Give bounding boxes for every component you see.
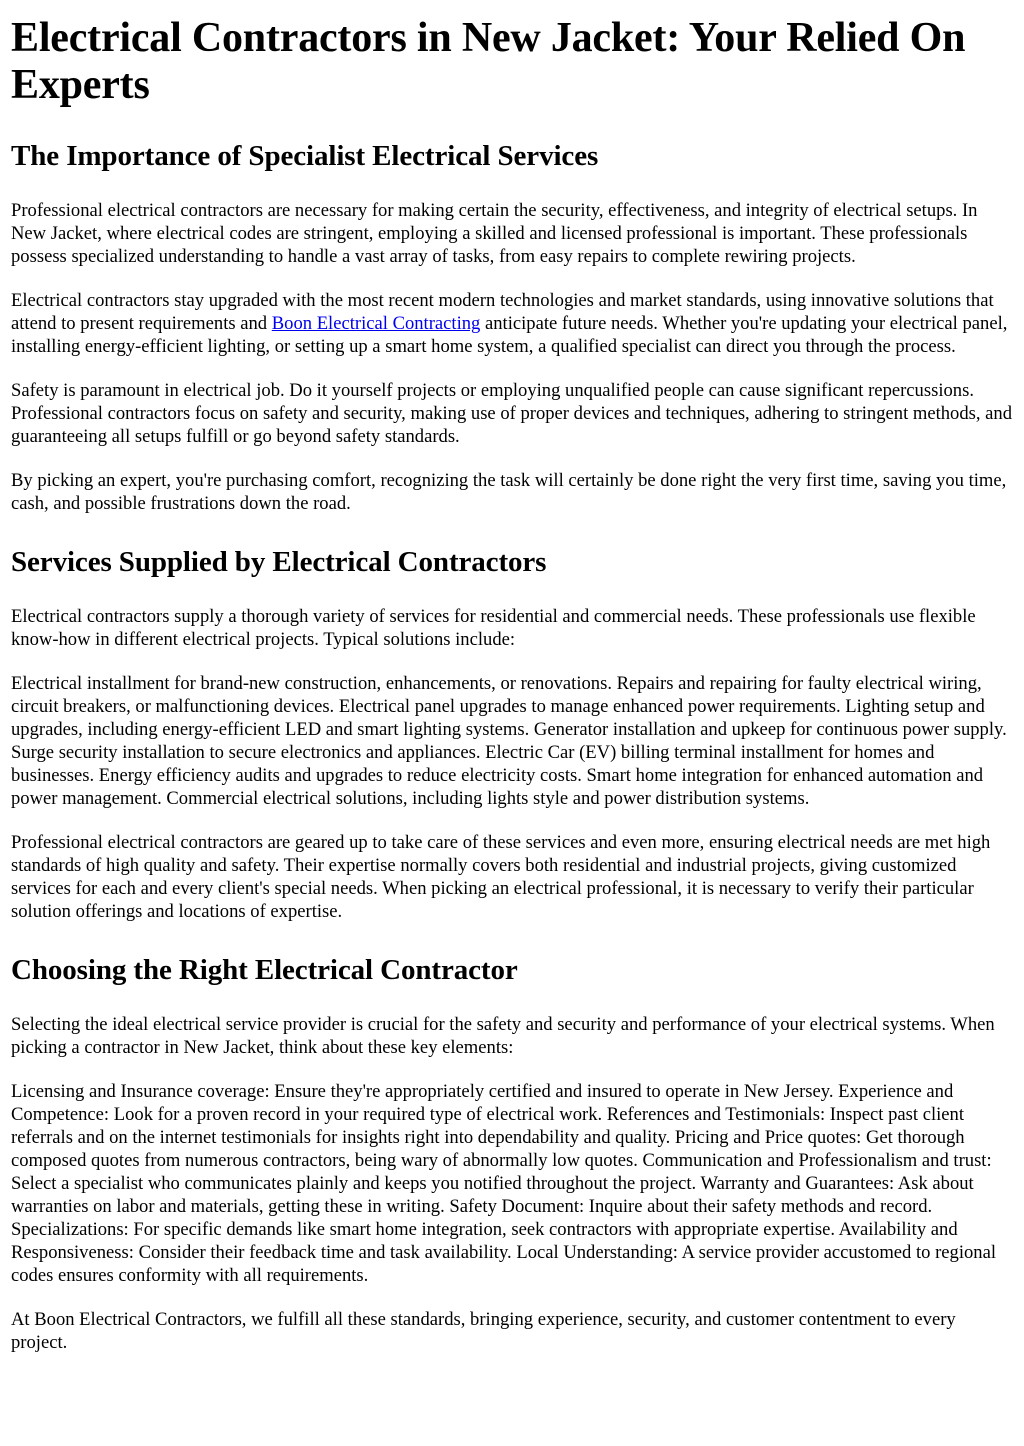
paragraph: Electrical contractors supply a thorough variety of services for residential and commercial needs. These professionals use flexible know-how in different electrical projects. Typical solutions include:: [11, 606, 976, 650]
section-importance: [11, 139, 1013, 515]
paragraph: Safety is paramount in electrical job. Do it yourself projects or employing unqualified people can cause significant repercussions. Professional contractors focus on safety and security, making use of proper devices and techniques, adhering to stringent methods, and guaranteeing all setups fulfill or go beyond safety standards.: [11, 380, 1013, 447]
paragraph: At Boon Electrical Contractors, we fulfill all these standards, bringing experience, security, and customer contentment to every project.: [11, 1309, 956, 1353]
paragraph-text: anticipate future needs. Whether you're updating your electrical panel, installing energy-efficient lighting, or setting up a smart home system, a qualified specialist can direct you through the process.: [11, 313, 1008, 357]
section-heading: The Importance of Specialist Electrical Services: [11, 140, 599, 172]
paragraph: Licensing and Insurance coverage: Ensure they're appropriately certified and insured to operate in New Jersey. Experience and Competence: Look for a proven record in your required type of electrical work. References and Testimonials: Inspect past client referrals and on the internet testimonials for insights right into dependability and quality. Pricing and Price quotes: Get thorough composed quotes from numerous contractors, being wary of abnormally low quotes. Communication and Professionalism and trust: Select a specialist who communicates plainly and keeps you notified throughout the project. Warranty and Guarantees: Ask about warranties on labor and materials, getting these in writing. Safety Document: Inquire about their safety methods and record. Specializations: For specific demands like smart home integration, seek contractors with appropriate expertise. Availability and Responsiveness: Consider their feedback time and task availability. Local Understanding: A service provider accustomed to regional codes ensures conformity with all requirements.: [11, 1081, 997, 1286]
paragraph: By picking an expert, you're purchasing comfort, recognizing the task will certainly be done right the very first time, saving you time, cash, and possible frustrations down the road.: [11, 470, 1007, 514]
section-heading: Services Supplied by Electrical Contractors: [11, 546, 547, 578]
section-heading: Choosing the Right Electrical Contractor: [11, 954, 518, 986]
boon-electrical-link[interactable]: Boon Electrical Contracting: [271, 313, 481, 334]
page-title: Electrical Contractors in New Jacket: Your Relied On Experts: [11, 15, 966, 108]
paragraph: [11, 289, 1013, 358]
section-choosing: [11, 953, 1013, 1354]
paragraph: Electrical installment for brand-new construction, enhancements, or renovations. Repairs and repairing for faulty electrical wiring, circuit breakers, or malfunctioning devices. Electrical panel upgrades to manage enhanced power requirements. Lighting setup and upgrades, including energy-efficient LED and smart lighting systems. Generator installation and upkeep for continuous power supply. Surge security installation to secure electronics and appliances. Electric Car (EV) billing terminal installment for homes and businesses. Energy efficiency audits and upgrades to reduce electricity costs. Smart home integration for enhanced automation and power management. Commercial electrical solutions, including lights style and power distribution systems.: [11, 673, 1007, 809]
paragraph: Professional electrical contractors are geared up to take care of these services and even more, ensuring electrical needs are met high standards of high quality and safety. Their expertise normally covers both residential and industrial projects, giving customized services for each and every client's special needs. When picking an electrical professional, it is necessary to verify their particular solution offerings and locations of expertise.: [11, 832, 991, 922]
paragraph: Selecting the ideal electrical service provider is crucial for the safety and security and performance of your electrical systems. When picking a contractor in New Jacket, think about these key elements:: [11, 1014, 995, 1058]
paragraph: Professional electrical contractors are necessary for making certain the security, effectiveness, and integrity of electrical setups. In New Jacket, where electrical codes are stringent, employing a skilled and licensed professional is important. These professionals possess specialized understanding to handle a vast array of tasks, from easy repairs to complete rewiring projects.: [11, 200, 978, 267]
paragraph-text: Electrical contractors stay upgraded with the most recent modern technologies and market standards, using innovative solutions that attend to present requirements and: [11, 290, 994, 334]
section-services: [11, 545, 1013, 923]
